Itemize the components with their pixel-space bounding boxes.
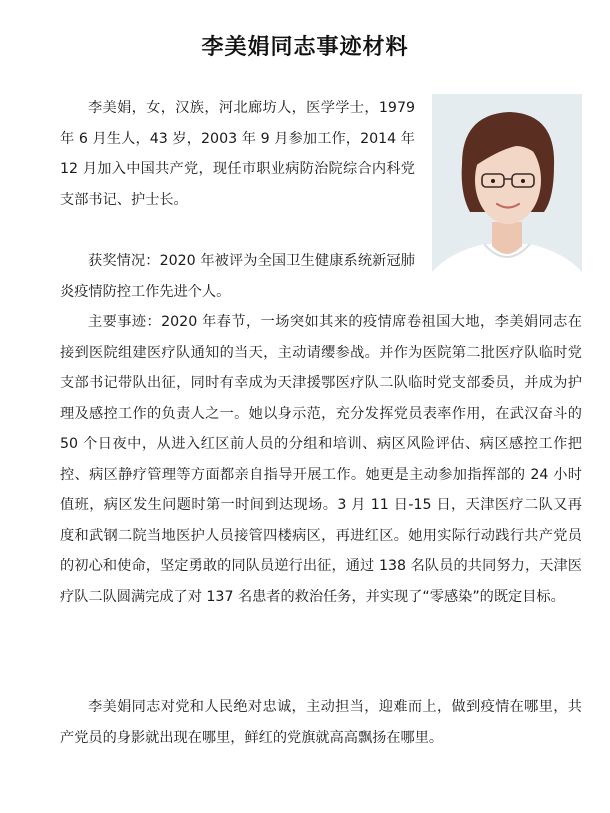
awards-paragraph: 获奖情况：2020 年被评为全国卫生健康系统新冠肺炎疫情防控工作先进个人。 bbox=[60, 253, 415, 300]
portrait-image bbox=[432, 94, 582, 302]
portrait-photo bbox=[432, 94, 582, 302]
main-deeds-paragraph: 主要事迹：2020 年春节，一场突如其来的疫情席卷祖国大地，李美娟同志在接到医院组建医疗队通知的当天，主动请缨参战。并作为医院第二批医疗队临时党支部书记带队出征，同时有幸成为天津援鄂医疗队二队临时党支部委员，并成为护理及感控工作的负责人之一。她以身示范，充分发挥党员表率作用，在武汉奋斗的 50 个日夜中，从进入红区前人员的分组和培训、病区风险评估、病区感控工作把控、病区静疗管理等方面都亲自指导开展工作。她更是主动参加指挥部的 24 小时值班，病区发生问题时第一时间到达现场。3 月 11 日-15 日，天津医疗二队又再度和武钢二院当地医护人员接管四楼病区，再进红区。她用实际行动践行共产党员的初心和使命，坚定勇敢的同队员逆行出征，通过 138 名队员的共同努力，天津医疗队二队圆满完成了对 137 名患者的救治任务，并实现了“零感染”的既定目标。 bbox=[60, 314, 582, 605]
document-title: 李美娟同志事迹材料 bbox=[201, 35, 409, 60]
intro-paragraph: 李美娟，女，汉族，河北廊坊人，医学学士，1979 年 6 月生人，43 岁，2003 年 9 月参加工作，2014 年 12 月加入中国共产党，现任市职业病防治院综合内科党支部书记、护士长。 bbox=[60, 100, 415, 208]
closing-paragraph: 李美娟同志对党和人民绝对忠诚，主动担当，迎难而上，做到疫情在哪里，共产党员的身影就出现在哪里，鲜红的党旗就高高飘扬在哪里。 bbox=[60, 699, 582, 746]
